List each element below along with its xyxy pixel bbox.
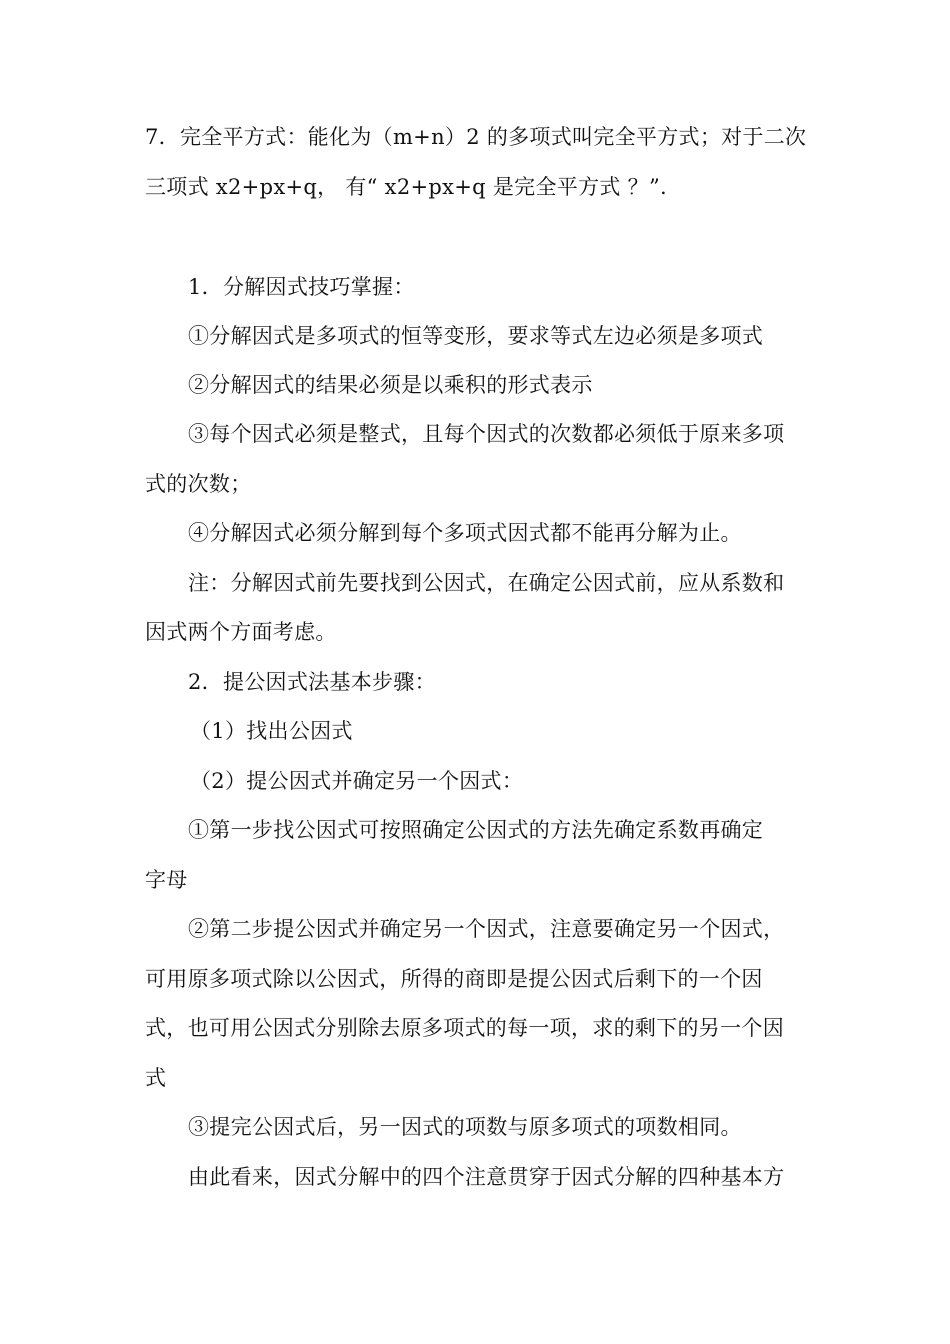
text-line: ①分解因式是多项式的恒等变形，要求等式左边必须是多项式 bbox=[188, 324, 764, 348]
text-line: 1．分解因式技巧掌握： bbox=[188, 275, 415, 299]
text-line: 7．完全平方式：能化为（m+n）2 的多项式叫完全平方式；对于二次 bbox=[145, 125, 807, 149]
text-line: 因式两个方面考虑。 bbox=[145, 620, 337, 644]
text-line: （2）提公因式并确定另一个因式： bbox=[190, 769, 524, 793]
text-line: ③提完公因式后，另一因式的项数与原多项式的项数相同。 bbox=[188, 1115, 742, 1139]
text-line: ②分解因式的结果必须是以乘积的形式表示 bbox=[188, 373, 593, 397]
text-line: ②第二步提公因式并确定另一个因式，注意要确定另一个因式， bbox=[188, 917, 785, 941]
text-line: 字母 bbox=[145, 868, 188, 892]
text-line: 三项式 x2+px+q， 有“ x2+px+q 是完全平方式 ？”. bbox=[145, 175, 667, 199]
text-line: 注：分解因式前先要找到公因式，在确定公因式前，应从系数和 bbox=[188, 571, 785, 595]
text-line: ③每个因式必须是整式，且每个因式的次数都必须低于原来多项 bbox=[188, 422, 785, 446]
text-line: 可用原多项式除以公因式，所得的商即是提公因式后剩下的一个因 bbox=[145, 967, 763, 991]
text-line: （1）找出公因式 bbox=[190, 719, 353, 743]
text-line: 2．提公因式法基本步骤： bbox=[188, 670, 436, 694]
text-line: 式，也可用公因式分别除去原多项式的每一项，求的剩下的另一个因 bbox=[145, 1016, 784, 1040]
text-line: 式 bbox=[145, 1066, 167, 1090]
text-line: ①第一步找公因式可按照确定公因式的方法先确定系数再确定 bbox=[188, 818, 764, 842]
text-line: ④分解因式必须分解到每个多项式因式都不能再分解为止。 bbox=[188, 521, 742, 545]
text-line: 由此看来，因式分解中的四个注意贯穿于因式分解的四种基本方 bbox=[188, 1165, 785, 1189]
text-line: 式的次数； bbox=[145, 472, 252, 496]
